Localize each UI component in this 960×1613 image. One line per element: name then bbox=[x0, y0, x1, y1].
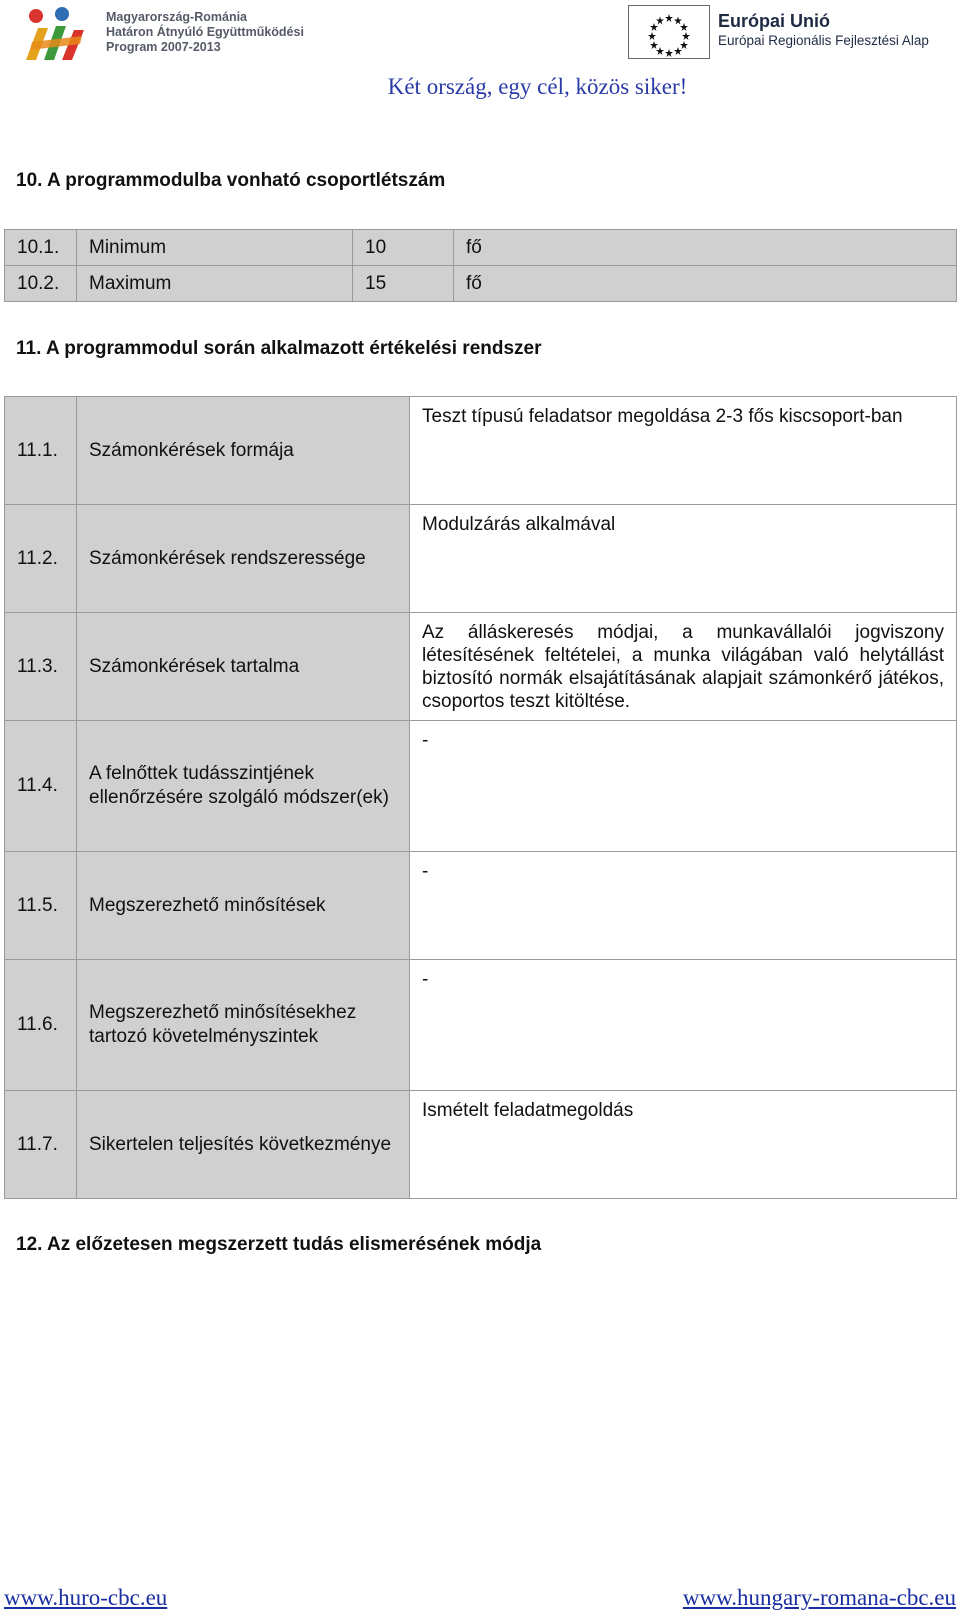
table-row bbox=[5, 505, 957, 613]
row-value: Ismételt feladatmegoldás bbox=[410, 1091, 957, 1199]
eu-subtitle: Európai Regionális Fejlesztési Alap bbox=[718, 33, 929, 48]
logo-line-2: Határon Átnyúló Együttműködési bbox=[106, 25, 304, 39]
footer-link-hungary-romania[interactable]: www.hungary-romana-cbc.eu bbox=[682, 1585, 956, 1610]
row-label: Megszerezhető minősítések bbox=[77, 852, 410, 960]
row-value: Az álláskeresés módjai, a munkavállalói jogviszony létesítésének feltételei, a munka világában való helytállást biztosító normák elsajátításának alapjait számonkérő játékos, csoportos teszt kitöltése. bbox=[410, 613, 957, 721]
table-row bbox=[5, 721, 957, 852]
row-label: Számonkérések tartalma bbox=[77, 613, 410, 721]
table-row bbox=[5, 960, 957, 1091]
program-logo-mark-icon bbox=[22, 6, 92, 62]
table-row bbox=[5, 1091, 957, 1199]
eu-flag-icon bbox=[628, 5, 710, 59]
group-size-table bbox=[4, 229, 957, 302]
logo-line-1: Magyarország-Románia bbox=[106, 10, 248, 24]
row-number: 10.1. bbox=[5, 230, 77, 266]
row-label: Számonkérések rendszeressége bbox=[77, 505, 410, 613]
row-number: 10.2. bbox=[5, 266, 77, 302]
row-number: 11.6. bbox=[5, 960, 77, 1091]
table-row bbox=[5, 852, 957, 960]
row-number: 11.7. bbox=[5, 1091, 77, 1199]
row-value: Modulzárás alkalmával bbox=[410, 505, 957, 613]
section-11-title: 11. A programmodul során alkalmazott értékelési rendszer bbox=[16, 338, 542, 359]
row-value: 10 bbox=[353, 230, 454, 266]
footer-link-huro[interactable]: www.huro-cbc.eu bbox=[4, 1585, 168, 1610]
row-unit: fő bbox=[454, 230, 957, 266]
row-value: - bbox=[410, 721, 957, 852]
section-10-title: 10. A programmodulba vonható csoportlétszám bbox=[16, 170, 446, 191]
slogan: Két ország, egy cél, közös siker! bbox=[387, 74, 688, 99]
row-number: 11.2. bbox=[5, 505, 77, 613]
eu-logo-text bbox=[718, 10, 929, 49]
program-logo-text bbox=[106, 10, 304, 55]
row-number: 11.3. bbox=[5, 613, 77, 721]
row-value: 15 bbox=[353, 266, 454, 302]
table-row bbox=[5, 230, 957, 266]
page-header bbox=[0, 0, 960, 120]
row-number: 11.1. bbox=[5, 397, 77, 505]
section-12-title: 12. Az előzetesen megszerzett tudás elismerésének módja bbox=[16, 1234, 542, 1255]
table-row bbox=[5, 613, 957, 721]
row-label: Sikertelen teljesítés következménye bbox=[77, 1091, 410, 1199]
logo-line-3: Program 2007-2013 bbox=[106, 40, 221, 54]
table-row bbox=[5, 397, 957, 505]
row-value: - bbox=[410, 852, 957, 960]
row-number: 11.4. bbox=[5, 721, 77, 852]
program-logo bbox=[22, 4, 322, 62]
row-label: Maximum bbox=[77, 266, 353, 302]
row-label: A felnőttek tudásszintjének ellenőrzésére szolgáló módszer(ek) bbox=[77, 721, 410, 852]
row-value: - bbox=[410, 960, 957, 1091]
row-number: 11.5. bbox=[5, 852, 77, 960]
eu-title: Európai Unió bbox=[718, 11, 830, 31]
row-value: Teszt típusú feladatsor megoldása 2-3 fős kiscsoport-ban bbox=[410, 397, 957, 505]
row-label: Megszerezhető minősítésekhez tartozó követelményszintek bbox=[77, 960, 410, 1091]
row-label: Számonkérések formája bbox=[77, 397, 410, 505]
table-row bbox=[5, 266, 957, 302]
row-unit: fő bbox=[454, 266, 957, 302]
row-label: Minimum bbox=[77, 230, 353, 266]
evaluation-table bbox=[4, 396, 957, 1199]
